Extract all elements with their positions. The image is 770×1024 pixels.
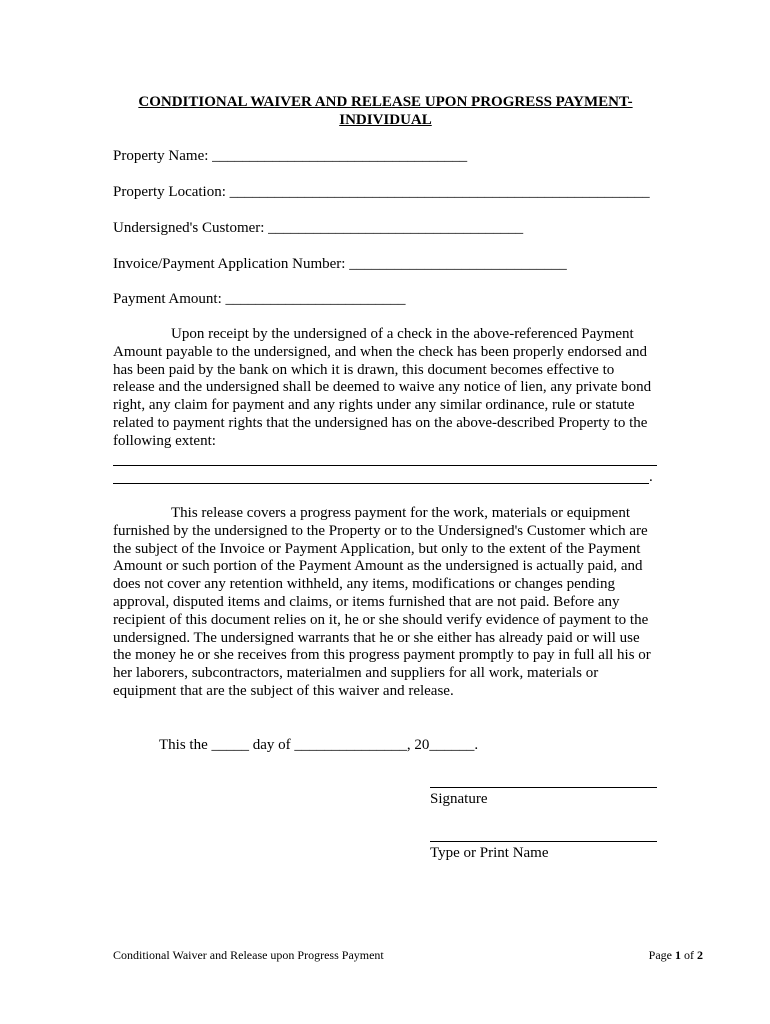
page-current: 1 (675, 948, 681, 962)
page-prefix: Page (648, 948, 675, 962)
extent-line-1[interactable] (113, 465, 657, 466)
customer-field[interactable]: Undersigned's Customer: __________________________________ (113, 220, 524, 236)
print-name-label: Type or Print Name (430, 845, 549, 861)
print-name-line[interactable] (430, 841, 657, 842)
release-paragraph: Upon receipt by the undersigned of a check in the above-referenced Payment Amount payable to the undersigned, and when the check has been properly endorsed and has been paid by the bank on which it is drawn, this document becomes effective to release and the undersigned shall be deemed to waive any notice of lien, any private bond right, any claim for payment and any rights under any similar ordinance, rule or statute related to payment rights that the undersigned has on the above-described Property to the following extent: (113, 326, 652, 449)
date-line[interactable]: This the _____ day of _______________, 20______. (159, 737, 479, 753)
title-line-1: CONDITIONAL WAIVER AND RELEASE UPON PROGRESS PAYMENT- (138, 94, 633, 110)
signature-label: Signature (430, 791, 488, 807)
page-number (649, 948, 703, 962)
title-line-2: INDIVIDUAL (339, 112, 432, 128)
footer-title: Conditional Waiver and Release upon Progress Payment (113, 948, 384, 962)
document-title (113, 93, 658, 129)
signature-line[interactable] (430, 787, 657, 788)
page-total: 2 (697, 948, 703, 962)
page-of: of (681, 948, 697, 962)
extent-period: . (649, 469, 653, 485)
payment-amount-field[interactable]: Payment Amount: ________________________ (113, 291, 406, 307)
property-name-field[interactable]: Property Name: __________________________________ (113, 148, 468, 164)
coverage-paragraph: This release covers a progress payment for the work, materials or equipment furnished by the undersigned to the Property or to the Undersigned's Customer which are the subject of the Invoice or Payment Application, but only to the extent of the Payment Amount or such portion of the Payment Amount as the undersigned is actually paid, and does not cover any retention withheld, any items, modifications or changes pending approval, disputed items and claims, or items furnished that are not paid. Before any recipient of this document relies on it, he or she should verify evidence of payment to the undersigned. The undersigned warrants that he or she either has already paid or will use the money he or she receives from this progress payment promptly to pay in full all his or her laborers, subcontractors, materialmen and suppliers for all work, materials or equipment that are the subject of this waiver and release. (113, 505, 651, 699)
invoice-number-field[interactable]: Invoice/Payment Application Number: _____________________________ (113, 256, 567, 272)
extent-line-2[interactable] (113, 483, 649, 484)
property-location-field[interactable]: Property Location: ________________________________________________________ (113, 184, 650, 200)
